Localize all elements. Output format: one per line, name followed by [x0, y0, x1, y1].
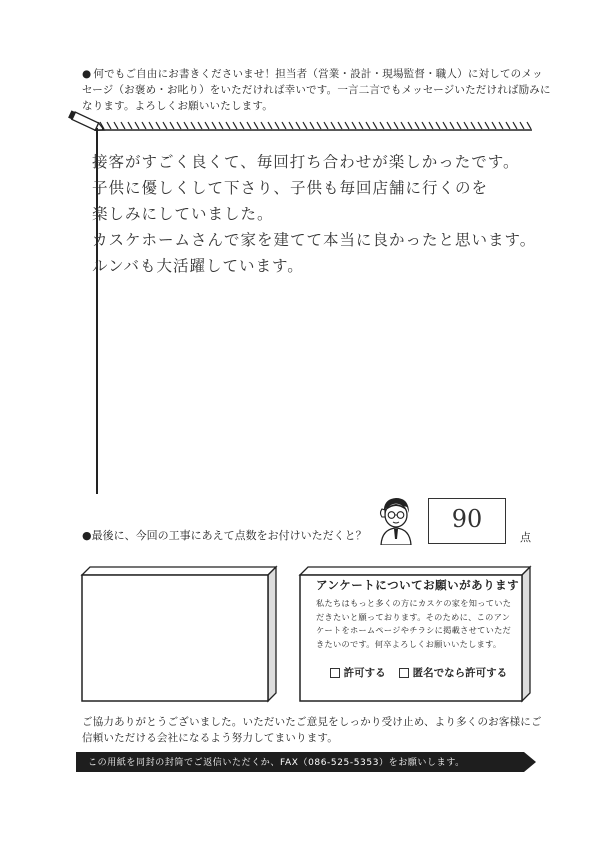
intro-message [82, 66, 552, 114]
thinking-person-icon [376, 493, 416, 545]
survey-body: 私たちはもっと多くの方にカスケの家を知っていただきたいと願っております。そのために、このアンケートをホームページやチラシに掲載させていただきたいのです。何卒よろしくお願いいたします。 [316, 598, 512, 649]
handwritten-line-3: 楽しみにしていました。 [92, 205, 274, 223]
bullet-icon: ● [82, 68, 92, 80]
score-value: 90 [451, 505, 483, 533]
handwritten-line-5: ルンバも大活躍しています。 [92, 257, 304, 275]
ruler-line [98, 118, 532, 132]
thanks-message: ご協力ありがとうございました。いただいたご意見をしっかり受け止め、より多くのお客様にご信頼いただける会社になるよう努力してまいります。 [82, 716, 542, 744]
option-anonymous[interactable] [399, 665, 507, 680]
handwritten-line-2: 子供に優しくして下さり、子供も毎回店舗に行くのを [92, 179, 489, 197]
handwritten-line-4: カスケホームさんで家を建てて本当に良かったと思います。 [92, 231, 537, 249]
checkbox-anonymous[interactable] [399, 668, 409, 678]
blank-box [80, 565, 278, 703]
footer-text: この用紙を同封の封筒でご返信いただくか、FAX（086-525-5353）をお願いします。 [88, 758, 465, 768]
score-unit: 点 [520, 531, 531, 544]
bullet-icon: ● [82, 529, 92, 542]
survey-title: アンケートについてお願いがあります [316, 578, 520, 592]
score-question-text: 最後に、今回の工事にあえて点数をお付けいただくと？ [91, 529, 367, 542]
score-question [82, 527, 367, 543]
option-allow-label: 許可する [343, 667, 386, 679]
handwritten-line-1: 接客がすごく良くて、毎回打ち合わせが楽しかったです。 [92, 153, 520, 171]
checkbox-allow[interactable] [330, 668, 340, 678]
option-anonymous-label: 匿名でなら許可する [412, 667, 508, 679]
intro-text: 何でもご自由にお書きくださいませ！担当者（営業・設計・現場監督・職人）に対してのメッセージ（お褒め・お叱り）をいただければ幸いです。一言二言でもメッセージいただければ励みになります。よろしくお願いいたします。 [82, 68, 551, 112]
option-allow[interactable] [330, 665, 386, 680]
